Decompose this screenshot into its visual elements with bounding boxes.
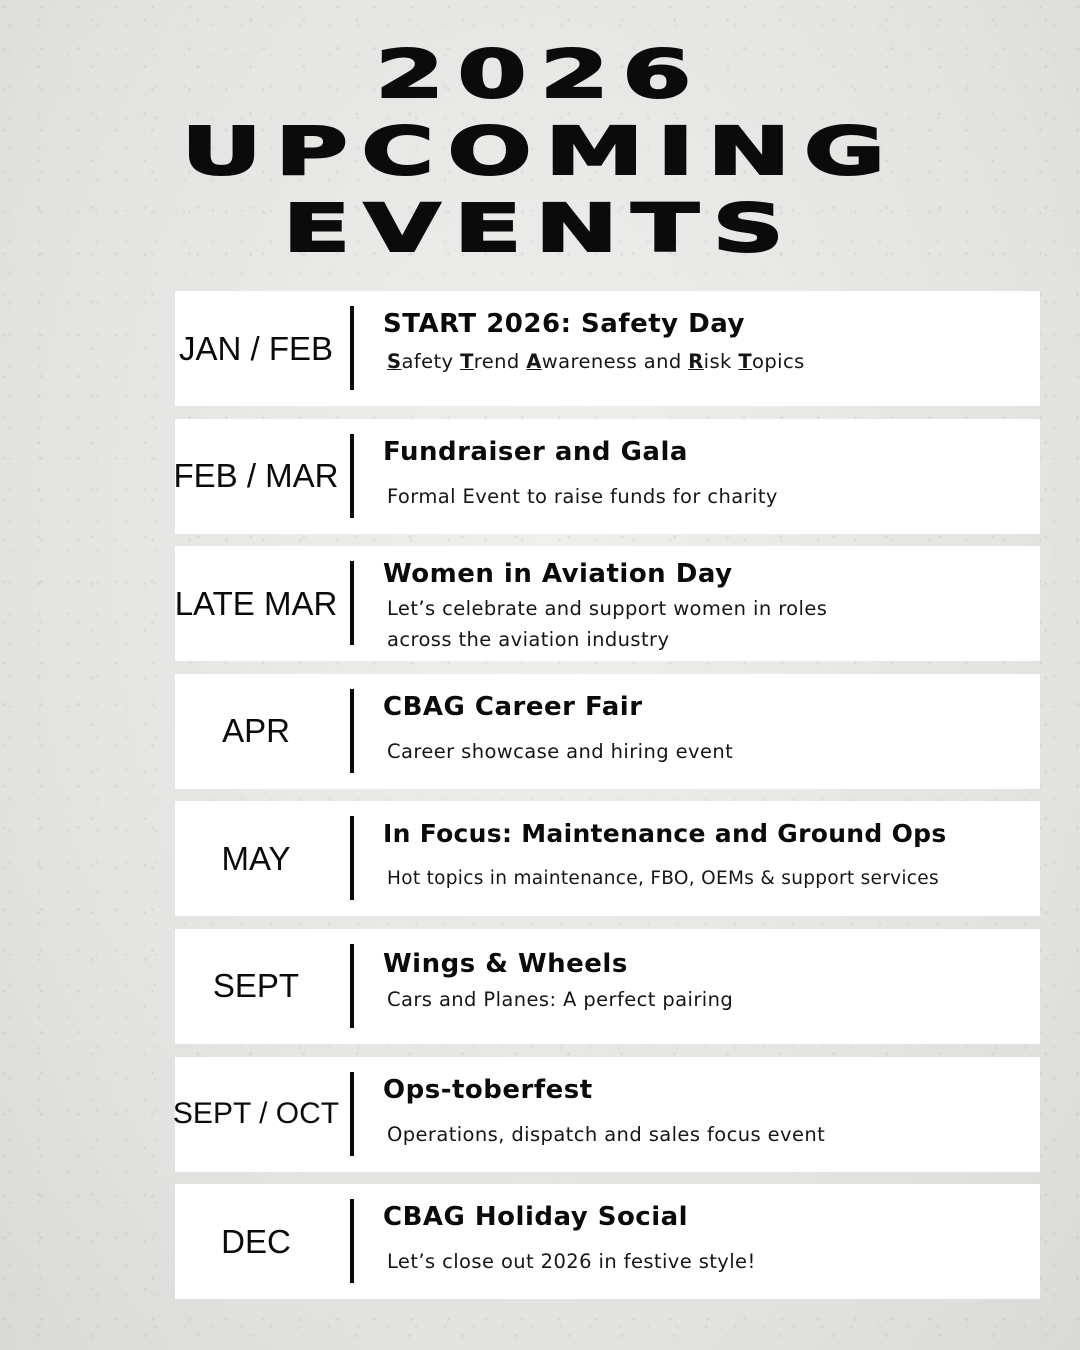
event-divider <box>350 561 354 645</box>
description-part: afety <box>401 350 461 373</box>
event-name: CBAG Holiday Social <box>383 1202 689 1233</box>
acronym-letter: S <box>387 350 402 373</box>
event-divider <box>350 816 354 900</box>
description-part: isk <box>703 350 739 373</box>
description-line: across the aviation industry <box>387 628 670 652</box>
event-description <box>387 593 1047 655</box>
event-description: Operations, dispatch and sales focus event <box>387 1122 826 1146</box>
event-name: Ops-toberfest <box>383 1074 593 1105</box>
event-card <box>175 801 1055 916</box>
event-card <box>175 929 1055 1044</box>
event-card <box>175 674 1055 789</box>
event-name: Wings & Wheels <box>383 948 628 979</box>
description-part: opics <box>752 350 805 373</box>
event-date: LATE MAR <box>174 584 338 622</box>
event-name: Fundraiser and Gala <box>383 436 688 467</box>
event-description: Let’s close out 2026 in festive style! <box>387 1250 756 1274</box>
acronym-letter: R <box>688 350 704 373</box>
acronym-letter: T <box>460 350 474 373</box>
event-description: Hot topics in maintenance, FBO, OEMs & support services <box>387 868 939 890</box>
event-card <box>175 546 1055 661</box>
event-date: APR <box>222 712 290 750</box>
event-name: In Focus: Maintenance and Ground Ops <box>383 819 947 849</box>
title-year: 2026 <box>375 36 705 113</box>
event-name: CBAG Career Fair <box>383 691 643 722</box>
description-line: Let’s celebrate and support women in roles <box>387 597 828 621</box>
event-divider <box>350 1199 354 1283</box>
event-name: Women in Aviation Day <box>383 559 733 590</box>
description-part: wareness and <box>541 350 689 373</box>
event-date: JAN / FEB <box>178 329 334 367</box>
event-date: SEPT <box>212 967 300 1005</box>
page-title <box>0 36 1080 267</box>
event-description: Cars and Planes: A perfect pairing <box>387 987 734 1011</box>
event-divider <box>350 306 354 390</box>
event-divider <box>350 434 354 518</box>
event-card <box>172 1057 1055 1172</box>
event-description: Formal Event to raise funds for charity <box>387 484 778 508</box>
event-divider <box>350 944 354 1028</box>
event-card <box>175 1184 1055 1299</box>
event-divider <box>350 689 354 773</box>
event-description: Career showcase and hiring event <box>387 739 734 763</box>
events-list <box>172 291 1055 1299</box>
event-description <box>387 346 1047 377</box>
event-date: DEC <box>221 1222 291 1260</box>
event-card <box>175 291 1055 406</box>
acronym-letter: A <box>526 350 542 373</box>
event-date: SEPT / OCT <box>172 1097 340 1131</box>
event-name: START 2026: Safety Day <box>383 309 745 339</box>
event-card <box>175 419 1055 534</box>
acronym-letter: T <box>738 350 753 373</box>
event-divider <box>350 1072 354 1156</box>
event-date: FEB / MAR <box>173 457 339 495</box>
description-part: rend <box>473 350 527 373</box>
event-date: MAY <box>221 839 291 877</box>
title-events: EVENTS <box>282 190 798 267</box>
title-upcoming: UPCOMING <box>181 113 899 190</box>
